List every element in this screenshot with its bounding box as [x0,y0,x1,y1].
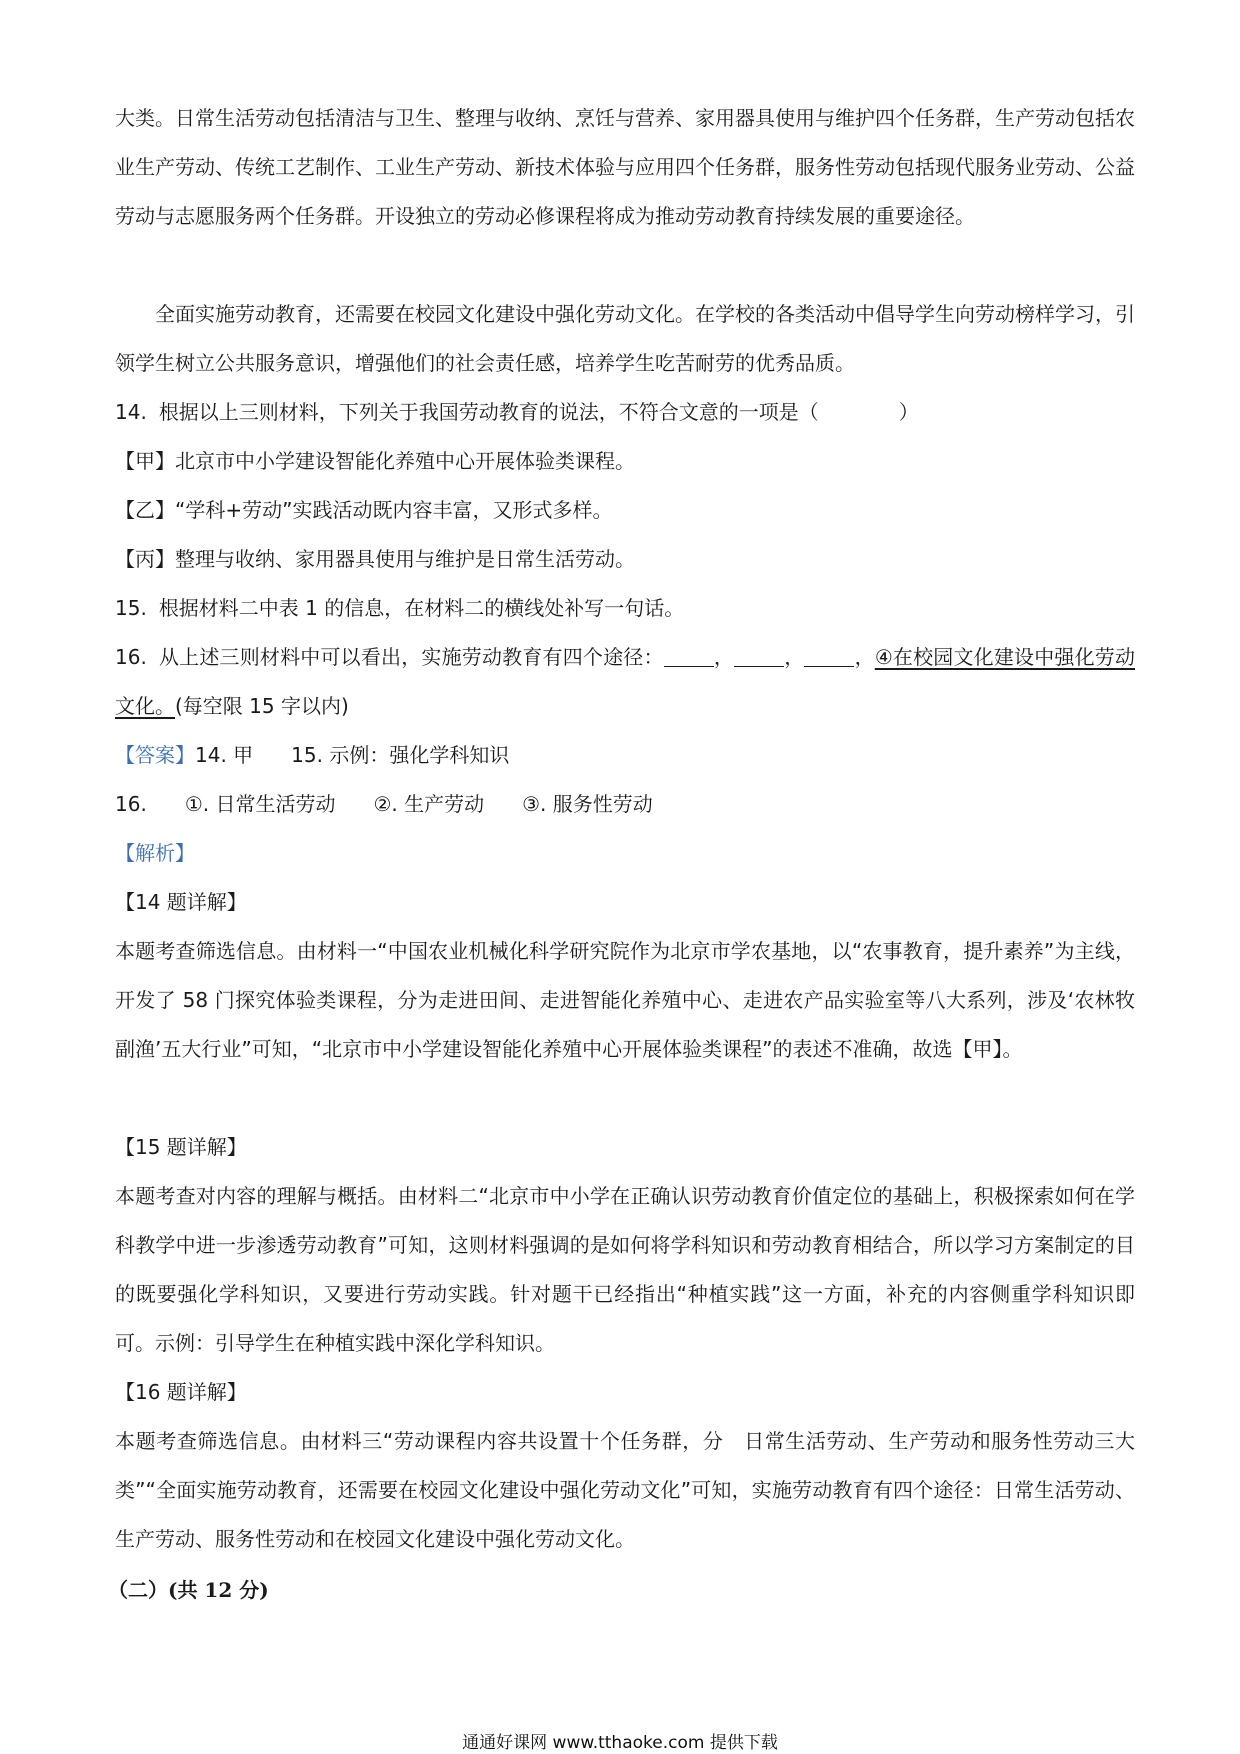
separator: ， [713,645,735,669]
question-16-number: 16. [115,645,147,669]
option-yi-text: “学科+劳动”实践活动既内容丰富，又形式多样。 [175,498,613,522]
analysis-tag: 【解析】 [115,841,195,865]
option-jia-text: 北京市中小学建设智能化养殖中心开展体验类课程。 [175,449,635,473]
answer-16-item-3: ③. 服务性劳动 [522,792,653,816]
question-16-note: (每空限 15 字以内) [175,694,349,718]
answer-16-number: 16. [115,792,147,816]
question-14-number: 14. [115,400,147,424]
answer-15-number: 15. [291,743,323,767]
question-16-text: 从上述三则材料中可以看出，实施劳动教育有四个途径： [158,645,664,669]
option-yi [115,486,1135,535]
option-yi-label: 【乙】 [115,498,175,522]
detail-15-text: 本题考查对内容的理解与概括。由材料二“北京市中小学在正确认识劳动教育价值定位的基础上，积极探索如何在学科教学中进一步渗透劳动教育”可知，这则材料强调的是如何将学科知识和劳动教育相结合，所以学习方案制定的目的既要强化学科知识，又要进行劳动实践。针对题干已经指出“种植实践”这一方面，补充的内容侧重学科知识即可。示例：引导学生在种植实践中深化学科知识。 [115,1184,1135,1355]
answer-blank-2 [734,644,784,667]
question-15-number: 15. [115,596,147,620]
option-bing-label: 【丙】 [115,547,175,571]
answer-line [115,731,1135,780]
footer-watermark: 通通好课网 www.tthaoke.com 提供下载 [462,1733,778,1753]
section-heading: （二）(共 12 分) [108,1578,269,1602]
detail-14-text: 本题考查筛选信息。由材料一“中国农业机械化科学研究院作为北京市学农基地，以“农事教育，提升素养”为主线，开发了 58 门探究体验类课程，分为走进田间、走进智能化养殖中心、走进农产品实验室等八大系列，涉及‘农林牧副渔’五大行业”可知，“北京市中小学建设智能化养殖中心开展体验类课程”的表述不准确，故选【甲】。 [115,939,1135,1061]
detail-16-text: 本题考查筛选信息。由材料三“劳动课程内容共设置十个任务群，分 日常生活劳动、生产劳动和服务性劳动三大类”“全面实施劳动教育，还需要在校园文化建设中强化劳动文化”可知，实施劳动教育有四个途径：日常生活劳动、生产劳动、服务性劳动和在校园文化建设中强化劳动文化。 [115,1429,1135,1551]
detail-14-title: 【14 题详解】 [115,890,247,914]
detail-15-title: 【15 题详解】 [115,1135,247,1159]
question-15-text: 根据材料二中表 1 的信息，在材料二的横线处补写一句话。 [158,596,685,620]
answer-15: 示例：强化学科知识 [329,743,510,767]
material-three-paragraph-2: 全面实施劳动教育，还需要在校园文化建设中强化劳动文化。在学校的各类活动中倡导学生向劳动榜样学习，引领学生树立公共服务意识，增强他们的社会责任感，培养学生吃苦耐劳的优秀品质。 [115,302,1135,375]
answer-blank-1 [664,644,714,667]
detail-16-title: 【16 题详解】 [115,1380,247,1404]
question-15 [115,584,1135,633]
answer-tag: 【答案】 [115,743,195,767]
question-16-fourth-way: ④在校园文化建设中强化劳动文化。 [115,645,1135,718]
answer-16-item-1: ①. 日常生活劳动 [184,792,336,816]
option-jia-label: 【甲】 [115,449,175,473]
option-jia [115,437,1135,486]
answer-14-number: 14. [195,743,227,767]
question-14-text: 根据以上三则材料，下列关于我国劳动教育的说法，不符合文意的一项是（ ） [158,400,919,424]
question-16 [115,633,1135,731]
material-three-paragraph-1: 大类。日常生活劳动包括清洁与卫生、整理与收纳、烹饪与营养、家用器具使用与维护四个任务群，生产劳动包括农业生产劳动、传统工艺制作、工业生产劳动、新技术体验与应用四个任务群，服务性劳动包括现代服务业劳动、公益劳动与志愿服务两个任务群。开设独立的劳动必修课程将成为推动劳动教育持续发展的重要途径。 [115,106,1135,228]
answer-16-item-2: ②. 生产劳动 [373,792,485,816]
answer-16-line [115,780,1135,829]
separator: ， [784,645,805,669]
answer-blank-3 [804,644,854,667]
option-bing-text: 整理与收纳、家用器具使用与维护是日常生活劳动。 [175,547,635,571]
separator: ， [854,645,875,669]
question-14 [115,388,1135,437]
option-bing [115,535,1135,584]
answer-14: 甲 [233,743,254,767]
